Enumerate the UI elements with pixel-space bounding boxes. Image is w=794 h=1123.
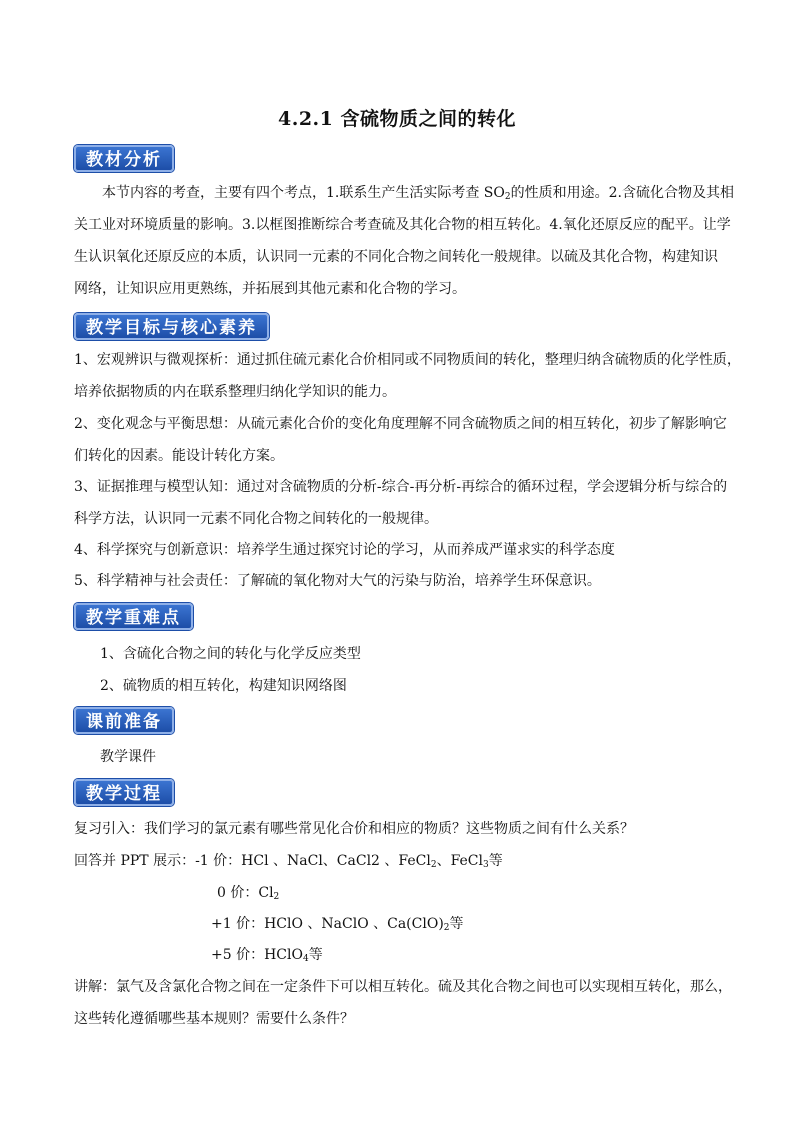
subscript: 2	[443, 923, 450, 933]
goal-4: 4、科学探究与创新意识：培养学生通过探究讨论的学习，从而养成严谨求实的科学态度	[74, 542, 615, 558]
goal-1-line-2: 培养依据物质的内在联系整理归纳化学知识的能力。	[74, 384, 396, 400]
process-text: +1 价：HClO 、NaClO 、Ca(ClO)	[211, 916, 444, 932]
section-heading-keypoints: 教学重难点	[74, 603, 193, 630]
analysis-text: 的性质和用途。2.含硫化合物及其相	[510, 185, 734, 201]
section-heading-process: 教学过程	[74, 779, 174, 806]
process-text: 0 价：Cl	[217, 885, 274, 901]
process-text: 等	[449, 916, 464, 932]
analysis-text: 本节内容的考查，主要有四个考点，1.联系生产生活实际考查 SO	[102, 185, 505, 201]
analysis-line-3: 生认识氧化还原反应的本质，认识同一元素的不同化合物之间转化一般规律。以硫及其化合物，构建知识	[74, 249, 718, 265]
goal-2-line-2: 们转化的因素。能设计转化方案。	[74, 448, 284, 464]
subscript: 3	[483, 860, 489, 870]
goal-2-line-1: 2、变化观念与平衡思想：从硫元素化合价的变化角度理解不同含硫物质之间的相互转化，初步了解影响它	[74, 416, 727, 432]
subscript: 2	[504, 192, 511, 202]
goal-1-line-1: 1、宏观辨识与微观探析：通过抓住硫元素化合价相同或不同物质间的转化，整理归纳含硫物质的化学性质，	[74, 352, 741, 368]
subscript: 2	[273, 892, 280, 902]
process-text: 回答并 PPT 展示：-1 价：HCl 、NaCl、CaCl2 、FeCl	[74, 853, 431, 869]
process-answer	[74, 851, 734, 871]
process-text: 、FeCl	[436, 853, 484, 869]
process-text: +5 价：HClO	[211, 947, 303, 963]
goal-5: 5、科学精神与社会责任：了解硫的氧化物对大气的污染与防治，培养学生环保意识。	[74, 573, 601, 589]
subscript: 4	[302, 954, 309, 964]
keypoint-2: 2、硫物质的相互转化，构建知识网络图	[100, 678, 347, 694]
page-title: 4.2.1 含硫物质之间的转化	[277, 108, 516, 130]
goal-3-line-1: 3、证据推理与模型认知：通过对含硫物质的分析-综合-再分析-再综合的循环过程，学会逻辑分析与综合的	[74, 479, 728, 495]
subscript: 2	[430, 860, 437, 870]
analysis-line-2: 关工业对环境质量的影响。3.以框图推断综合考查硫及其化合物的相互转化。4.氧化还原反应的配平。让学	[74, 217, 731, 233]
section-heading-goals: 教学目标与核心素养	[74, 313, 269, 340]
valence-plus-5	[211, 945, 323, 965]
process-explain-line-1: 讲解：氯气及含氯化合物之间在一定条件下可以相互转化。硫及其化合物之间也可以实现相互转化，那么，	[74, 979, 732, 995]
analysis-line-4: 网络，让知识应用更熟练，并拓展到其他元素和化合物的学习。	[74, 281, 466, 297]
prep-text: 教学课件	[100, 749, 156, 765]
section-heading-prep: 课前准备	[74, 707, 174, 734]
process-intro: 复习引入：我们学习的氯元素有哪些常见化合价和相应的物质？这些物质之间有什么关系？	[74, 821, 634, 837]
process-explain-line-2: 这些转化遵循哪些基本规则？需要什么条件？	[74, 1011, 354, 1027]
valence-plus-1	[211, 914, 464, 934]
process-text: 等	[488, 853, 503, 869]
process-text: 等	[308, 947, 323, 963]
keypoint-1: 1、含硫化合物之间的转化与化学反应类型	[100, 646, 361, 662]
section-heading-analysis: 教材分析	[74, 145, 174, 172]
goal-3-line-2: 科学方法，认识同一元素不同化合物之间转化的一般规律。	[74, 511, 438, 527]
analysis-line-1	[102, 183, 762, 203]
valence-0	[217, 883, 279, 903]
